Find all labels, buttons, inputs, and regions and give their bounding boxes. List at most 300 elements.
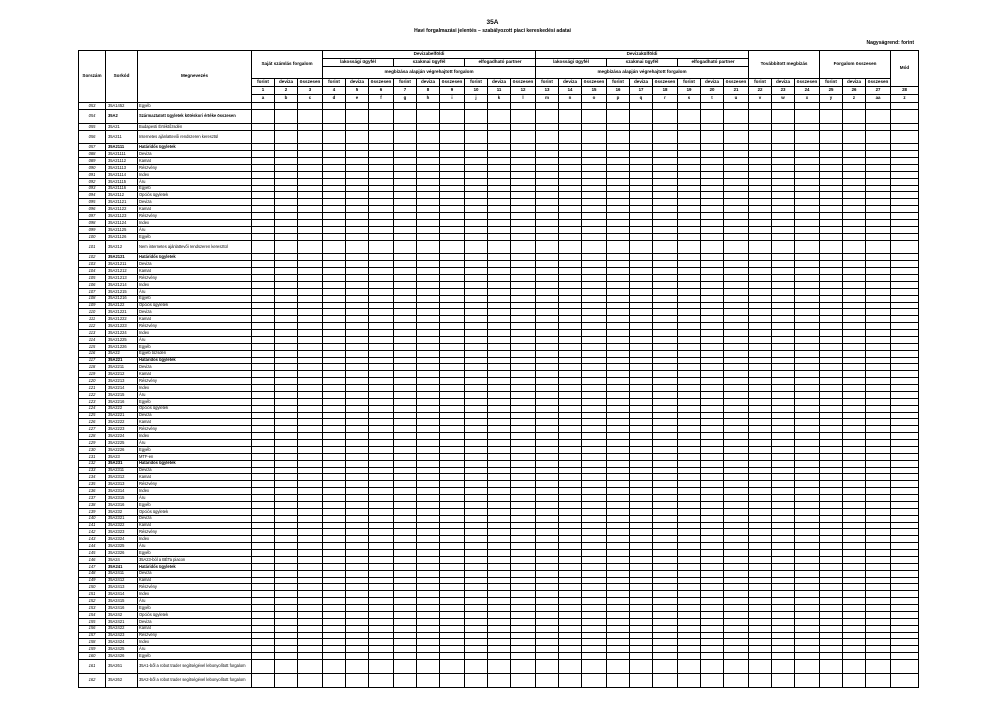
value-cell[interactable] <box>866 673 891 687</box>
value-cell[interactable] <box>607 164 630 171</box>
value-cell[interactable] <box>488 481 511 488</box>
value-cell[interactable] <box>607 639 630 646</box>
value-cell[interactable] <box>843 323 866 330</box>
value-cell[interactable] <box>891 295 919 302</box>
value-cell[interactable] <box>820 501 843 508</box>
value-cell[interactable] <box>607 302 630 309</box>
value-cell[interactable] <box>678 371 701 378</box>
value-cell[interactable] <box>630 405 653 412</box>
value-cell[interactable] <box>440 219 465 226</box>
value-cell[interactable] <box>724 378 749 385</box>
value-cell[interactable] <box>582 199 607 206</box>
value-cell[interactable] <box>582 639 607 646</box>
value-cell[interactable] <box>275 501 298 508</box>
value-cell[interactable] <box>820 103 843 110</box>
value-cell[interactable] <box>891 144 919 151</box>
value-cell[interactable] <box>795 171 820 178</box>
value-cell[interactable] <box>795 440 820 447</box>
value-cell[interactable] <box>275 178 298 185</box>
value-cell[interactable] <box>346 151 369 158</box>
value-cell[interactable] <box>275 144 298 151</box>
value-cell[interactable] <box>772 371 795 378</box>
value-cell[interactable] <box>298 391 323 398</box>
value-cell[interactable] <box>298 495 323 502</box>
value-cell[interactable] <box>440 446 465 453</box>
value-cell[interactable] <box>820 178 843 185</box>
value-cell[interactable] <box>630 226 653 233</box>
value-cell[interactable] <box>820 254 843 261</box>
value-cell[interactable] <box>369 240 394 254</box>
value-cell[interactable] <box>843 103 866 110</box>
value-cell[interactable] <box>843 164 866 171</box>
value-cell[interactable] <box>394 673 417 687</box>
value-cell[interactable] <box>275 446 298 453</box>
value-cell[interactable] <box>559 460 582 467</box>
value-cell[interactable] <box>820 419 843 426</box>
value-cell[interactable] <box>252 598 275 605</box>
value-cell[interactable] <box>891 556 919 563</box>
value-cell[interactable] <box>866 213 891 220</box>
value-cell[interactable] <box>323 192 346 199</box>
value-cell[interactable] <box>820 185 843 192</box>
value-cell[interactable] <box>536 488 559 495</box>
value-cell[interactable] <box>323 460 346 467</box>
value-cell[interactable] <box>795 446 820 453</box>
value-cell[interactable] <box>582 295 607 302</box>
value-cell[interactable] <box>323 440 346 447</box>
value-cell[interactable] <box>252 330 275 337</box>
value-cell[interactable] <box>724 419 749 426</box>
value-cell[interactable] <box>465 646 488 653</box>
value-cell[interactable] <box>511 405 536 412</box>
value-cell[interactable] <box>678 412 701 419</box>
value-cell[interactable] <box>511 522 536 529</box>
value-cell[interactable] <box>252 419 275 426</box>
value-cell[interactable] <box>369 577 394 584</box>
value-cell[interactable] <box>749 350 772 357</box>
value-cell[interactable] <box>653 543 678 550</box>
value-cell[interactable] <box>607 323 630 330</box>
value-cell[interactable] <box>749 226 772 233</box>
value-cell[interactable] <box>582 556 607 563</box>
value-cell[interactable] <box>724 481 749 488</box>
value-cell[interactable] <box>346 563 369 570</box>
value-cell[interactable] <box>820 171 843 178</box>
value-cell[interactable] <box>275 474 298 481</box>
value-cell[interactable] <box>772 233 795 240</box>
value-cell[interactable] <box>607 343 630 350</box>
value-cell[interactable] <box>536 330 559 337</box>
value-cell[interactable] <box>252 632 275 639</box>
value-cell[interactable] <box>511 103 536 110</box>
value-cell[interactable] <box>298 550 323 557</box>
value-cell[interactable] <box>417 598 440 605</box>
value-cell[interactable] <box>678 185 701 192</box>
value-cell[interactable] <box>511 109 536 123</box>
value-cell[interactable] <box>323 323 346 330</box>
value-cell[interactable] <box>298 357 323 364</box>
value-cell[interactable] <box>465 357 488 364</box>
value-cell[interactable] <box>653 254 678 261</box>
value-cell[interactable] <box>843 543 866 550</box>
value-cell[interactable] <box>275 412 298 419</box>
value-cell[interactable] <box>511 343 536 350</box>
value-cell[interactable] <box>275 536 298 543</box>
value-cell[interactable] <box>701 591 724 598</box>
value-cell[interactable] <box>536 391 559 398</box>
value-cell[interactable] <box>866 391 891 398</box>
value-cell[interactable] <box>701 206 724 213</box>
value-cell[interactable] <box>394 618 417 625</box>
value-cell[interactable] <box>582 577 607 584</box>
value-cell[interactable] <box>465 605 488 612</box>
value-cell[interactable] <box>440 433 465 440</box>
value-cell[interactable] <box>298 151 323 158</box>
value-cell[interactable] <box>724 474 749 481</box>
value-cell[interactable] <box>346 378 369 385</box>
value-cell[interactable] <box>252 316 275 323</box>
value-cell[interactable] <box>866 501 891 508</box>
value-cell[interactable] <box>891 543 919 550</box>
value-cell[interactable] <box>417 556 440 563</box>
value-cell[interactable] <box>866 185 891 192</box>
value-cell[interactable] <box>749 529 772 536</box>
value-cell[interactable] <box>323 350 346 357</box>
value-cell[interactable] <box>465 398 488 405</box>
value-cell[interactable] <box>891 371 919 378</box>
value-cell[interactable] <box>866 646 891 653</box>
value-cell[interactable] <box>465 618 488 625</box>
value-cell[interactable] <box>440 660 465 674</box>
value-cell[interactable] <box>511 378 536 385</box>
value-cell[interactable] <box>607 488 630 495</box>
value-cell[interactable] <box>607 398 630 405</box>
value-cell[interactable] <box>275 543 298 550</box>
value-cell[interactable] <box>724 164 749 171</box>
value-cell[interactable] <box>298 233 323 240</box>
value-cell[interactable] <box>440 151 465 158</box>
value-cell[interactable] <box>866 254 891 261</box>
value-cell[interactable] <box>417 508 440 515</box>
value-cell[interactable] <box>607 529 630 536</box>
value-cell[interactable] <box>749 357 772 364</box>
value-cell[interactable] <box>488 281 511 288</box>
value-cell[interactable] <box>252 426 275 433</box>
value-cell[interactable] <box>772 440 795 447</box>
value-cell[interactable] <box>866 550 891 557</box>
value-cell[interactable] <box>323 330 346 337</box>
value-cell[interactable] <box>701 577 724 584</box>
value-cell[interactable] <box>465 240 488 254</box>
value-cell[interactable] <box>749 543 772 550</box>
value-cell[interactable] <box>511 171 536 178</box>
value-cell[interactable] <box>630 268 653 275</box>
value-cell[interactable] <box>369 268 394 275</box>
value-cell[interactable] <box>440 288 465 295</box>
value-cell[interactable] <box>346 522 369 529</box>
value-cell[interactable] <box>866 474 891 481</box>
value-cell[interactable] <box>559 103 582 110</box>
value-cell[interactable] <box>252 302 275 309</box>
value-cell[interactable] <box>843 433 866 440</box>
value-cell[interactable] <box>369 288 394 295</box>
value-cell[interactable] <box>440 357 465 364</box>
value-cell[interactable] <box>252 364 275 371</box>
value-cell[interactable] <box>653 336 678 343</box>
value-cell[interactable] <box>559 343 582 350</box>
value-cell[interactable] <box>582 501 607 508</box>
value-cell[interactable] <box>488 206 511 213</box>
value-cell[interactable] <box>488 467 511 474</box>
value-cell[interactable] <box>843 261 866 268</box>
value-cell[interactable] <box>488 412 511 419</box>
value-cell[interactable] <box>511 323 536 330</box>
value-cell[interactable] <box>843 343 866 350</box>
value-cell[interactable] <box>488 178 511 185</box>
value-cell[interactable] <box>582 226 607 233</box>
value-cell[interactable] <box>559 309 582 316</box>
value-cell[interactable] <box>653 584 678 591</box>
value-cell[interactable] <box>275 288 298 295</box>
value-cell[interactable] <box>346 309 369 316</box>
value-cell[interactable] <box>346 508 369 515</box>
value-cell[interactable] <box>582 453 607 460</box>
value-cell[interactable] <box>866 281 891 288</box>
value-cell[interactable] <box>323 646 346 653</box>
value-cell[interactable] <box>417 309 440 316</box>
value-cell[interactable] <box>346 233 369 240</box>
value-cell[interactable] <box>323 405 346 412</box>
value-cell[interactable] <box>417 419 440 426</box>
value-cell[interactable] <box>843 632 866 639</box>
value-cell[interactable] <box>866 109 891 123</box>
value-cell[interactable] <box>749 219 772 226</box>
value-cell[interactable] <box>440 123 465 130</box>
value-cell[interactable] <box>346 302 369 309</box>
value-cell[interactable] <box>465 343 488 350</box>
value-cell[interactable] <box>536 584 559 591</box>
value-cell[interactable] <box>346 570 369 577</box>
value-cell[interactable] <box>298 336 323 343</box>
value-cell[interactable] <box>724 611 749 618</box>
value-cell[interactable] <box>630 522 653 529</box>
value-cell[interactable] <box>891 481 919 488</box>
value-cell[interactable] <box>678 467 701 474</box>
value-cell[interactable] <box>630 254 653 261</box>
value-cell[interactable] <box>795 364 820 371</box>
value-cell[interactable] <box>820 158 843 165</box>
value-cell[interactable] <box>653 605 678 612</box>
value-cell[interactable] <box>511 281 536 288</box>
value-cell[interactable] <box>511 316 536 323</box>
value-cell[interactable] <box>701 419 724 426</box>
value-cell[interactable] <box>440 378 465 385</box>
value-cell[interactable] <box>701 598 724 605</box>
value-cell[interactable] <box>678 460 701 467</box>
value-cell[interactable] <box>394 570 417 577</box>
value-cell[interactable] <box>772 123 795 130</box>
value-cell[interactable] <box>607 385 630 392</box>
value-cell[interactable] <box>772 261 795 268</box>
value-cell[interactable] <box>369 495 394 502</box>
value-cell[interactable] <box>891 213 919 220</box>
value-cell[interactable] <box>488 144 511 151</box>
value-cell[interactable] <box>559 288 582 295</box>
value-cell[interactable] <box>323 275 346 282</box>
value-cell[interactable] <box>891 268 919 275</box>
value-cell[interactable] <box>417 316 440 323</box>
value-cell[interactable] <box>465 302 488 309</box>
value-cell[interactable] <box>866 171 891 178</box>
value-cell[interactable] <box>511 584 536 591</box>
value-cell[interactable] <box>394 378 417 385</box>
value-cell[interactable] <box>582 440 607 447</box>
value-cell[interactable] <box>252 178 275 185</box>
value-cell[interactable] <box>630 577 653 584</box>
value-cell[interactable] <box>488 295 511 302</box>
value-cell[interactable] <box>891 357 919 364</box>
value-cell[interactable] <box>252 446 275 453</box>
value-cell[interactable] <box>795 495 820 502</box>
value-cell[interactable] <box>536 563 559 570</box>
value-cell[interactable] <box>582 488 607 495</box>
value-cell[interactable] <box>394 653 417 660</box>
value-cell[interactable] <box>511 563 536 570</box>
value-cell[interactable] <box>820 591 843 598</box>
value-cell[interactable] <box>630 446 653 453</box>
value-cell[interactable] <box>536 570 559 577</box>
value-cell[interactable] <box>488 570 511 577</box>
value-cell[interactable] <box>536 226 559 233</box>
value-cell[interactable] <box>465 536 488 543</box>
value-cell[interactable] <box>536 474 559 481</box>
value-cell[interactable] <box>465 625 488 632</box>
value-cell[interactable] <box>653 371 678 378</box>
value-cell[interactable] <box>252 288 275 295</box>
value-cell[interactable] <box>559 570 582 577</box>
value-cell[interactable] <box>488 219 511 226</box>
value-cell[interactable] <box>346 660 369 674</box>
value-cell[interactable] <box>630 398 653 405</box>
value-cell[interactable] <box>488 336 511 343</box>
value-cell[interactable] <box>701 302 724 309</box>
value-cell[interactable] <box>701 515 724 522</box>
value-cell[interactable] <box>252 206 275 213</box>
value-cell[interactable] <box>394 302 417 309</box>
value-cell[interactable] <box>440 233 465 240</box>
value-cell[interactable] <box>394 144 417 151</box>
value-cell[interactable] <box>559 398 582 405</box>
value-cell[interactable] <box>772 336 795 343</box>
value-cell[interactable] <box>724 605 749 612</box>
value-cell[interactable] <box>701 508 724 515</box>
value-cell[interactable] <box>298 178 323 185</box>
value-cell[interactable] <box>465 226 488 233</box>
value-cell[interactable] <box>843 467 866 474</box>
value-cell[interactable] <box>724 302 749 309</box>
value-cell[interactable] <box>275 103 298 110</box>
value-cell[interactable] <box>843 501 866 508</box>
value-cell[interactable] <box>653 378 678 385</box>
value-cell[interactable] <box>536 426 559 433</box>
value-cell[interactable] <box>891 426 919 433</box>
value-cell[interactable] <box>724 501 749 508</box>
value-cell[interactable] <box>843 598 866 605</box>
value-cell[interactable] <box>511 673 536 687</box>
value-cell[interactable] <box>724 357 749 364</box>
value-cell[interactable] <box>891 219 919 226</box>
value-cell[interactable] <box>298 460 323 467</box>
value-cell[interactable] <box>866 453 891 460</box>
value-cell[interactable] <box>440 632 465 639</box>
value-cell[interactable] <box>417 563 440 570</box>
value-cell[interactable] <box>488 330 511 337</box>
value-cell[interactable] <box>582 426 607 433</box>
value-cell[interactable] <box>252 378 275 385</box>
value-cell[interactable] <box>749 275 772 282</box>
value-cell[interactable] <box>820 164 843 171</box>
value-cell[interactable] <box>323 385 346 392</box>
value-cell[interactable] <box>795 295 820 302</box>
value-cell[interactable] <box>536 109 559 123</box>
value-cell[interactable] <box>275 673 298 687</box>
value-cell[interactable] <box>607 570 630 577</box>
value-cell[interactable] <box>582 391 607 398</box>
value-cell[interactable] <box>749 151 772 158</box>
value-cell[interactable] <box>511 357 536 364</box>
value-cell[interactable] <box>678 522 701 529</box>
value-cell[interactable] <box>252 254 275 261</box>
value-cell[interactable] <box>891 446 919 453</box>
value-cell[interactable] <box>820 357 843 364</box>
value-cell[interactable] <box>298 206 323 213</box>
value-cell[interactable] <box>440 550 465 557</box>
value-cell[interactable] <box>394 536 417 543</box>
value-cell[interactable] <box>582 281 607 288</box>
value-cell[interactable] <box>298 618 323 625</box>
value-cell[interactable] <box>394 605 417 612</box>
value-cell[interactable] <box>275 378 298 385</box>
value-cell[interactable] <box>252 385 275 392</box>
value-cell[interactable] <box>653 529 678 536</box>
value-cell[interactable] <box>607 481 630 488</box>
value-cell[interactable] <box>701 391 724 398</box>
value-cell[interactable] <box>607 460 630 467</box>
value-cell[interactable] <box>298 295 323 302</box>
value-cell[interactable] <box>653 508 678 515</box>
value-cell[interactable] <box>630 103 653 110</box>
value-cell[interactable] <box>630 364 653 371</box>
value-cell[interactable] <box>891 288 919 295</box>
value-cell[interactable] <box>465 426 488 433</box>
value-cell[interactable] <box>795 281 820 288</box>
value-cell[interactable] <box>488 199 511 206</box>
value-cell[interactable] <box>607 446 630 453</box>
value-cell[interactable] <box>417 268 440 275</box>
value-cell[interactable] <box>678 660 701 674</box>
value-cell[interactable] <box>891 660 919 674</box>
value-cell[interactable] <box>630 185 653 192</box>
value-cell[interactable] <box>749 130 772 144</box>
value-cell[interactable] <box>701 474 724 481</box>
value-cell[interactable] <box>346 171 369 178</box>
value-cell[interactable] <box>701 556 724 563</box>
value-cell[interactable] <box>866 440 891 447</box>
value-cell[interactable] <box>465 611 488 618</box>
value-cell[interactable] <box>724 646 749 653</box>
value-cell[interactable] <box>323 391 346 398</box>
value-cell[interactable] <box>417 261 440 268</box>
